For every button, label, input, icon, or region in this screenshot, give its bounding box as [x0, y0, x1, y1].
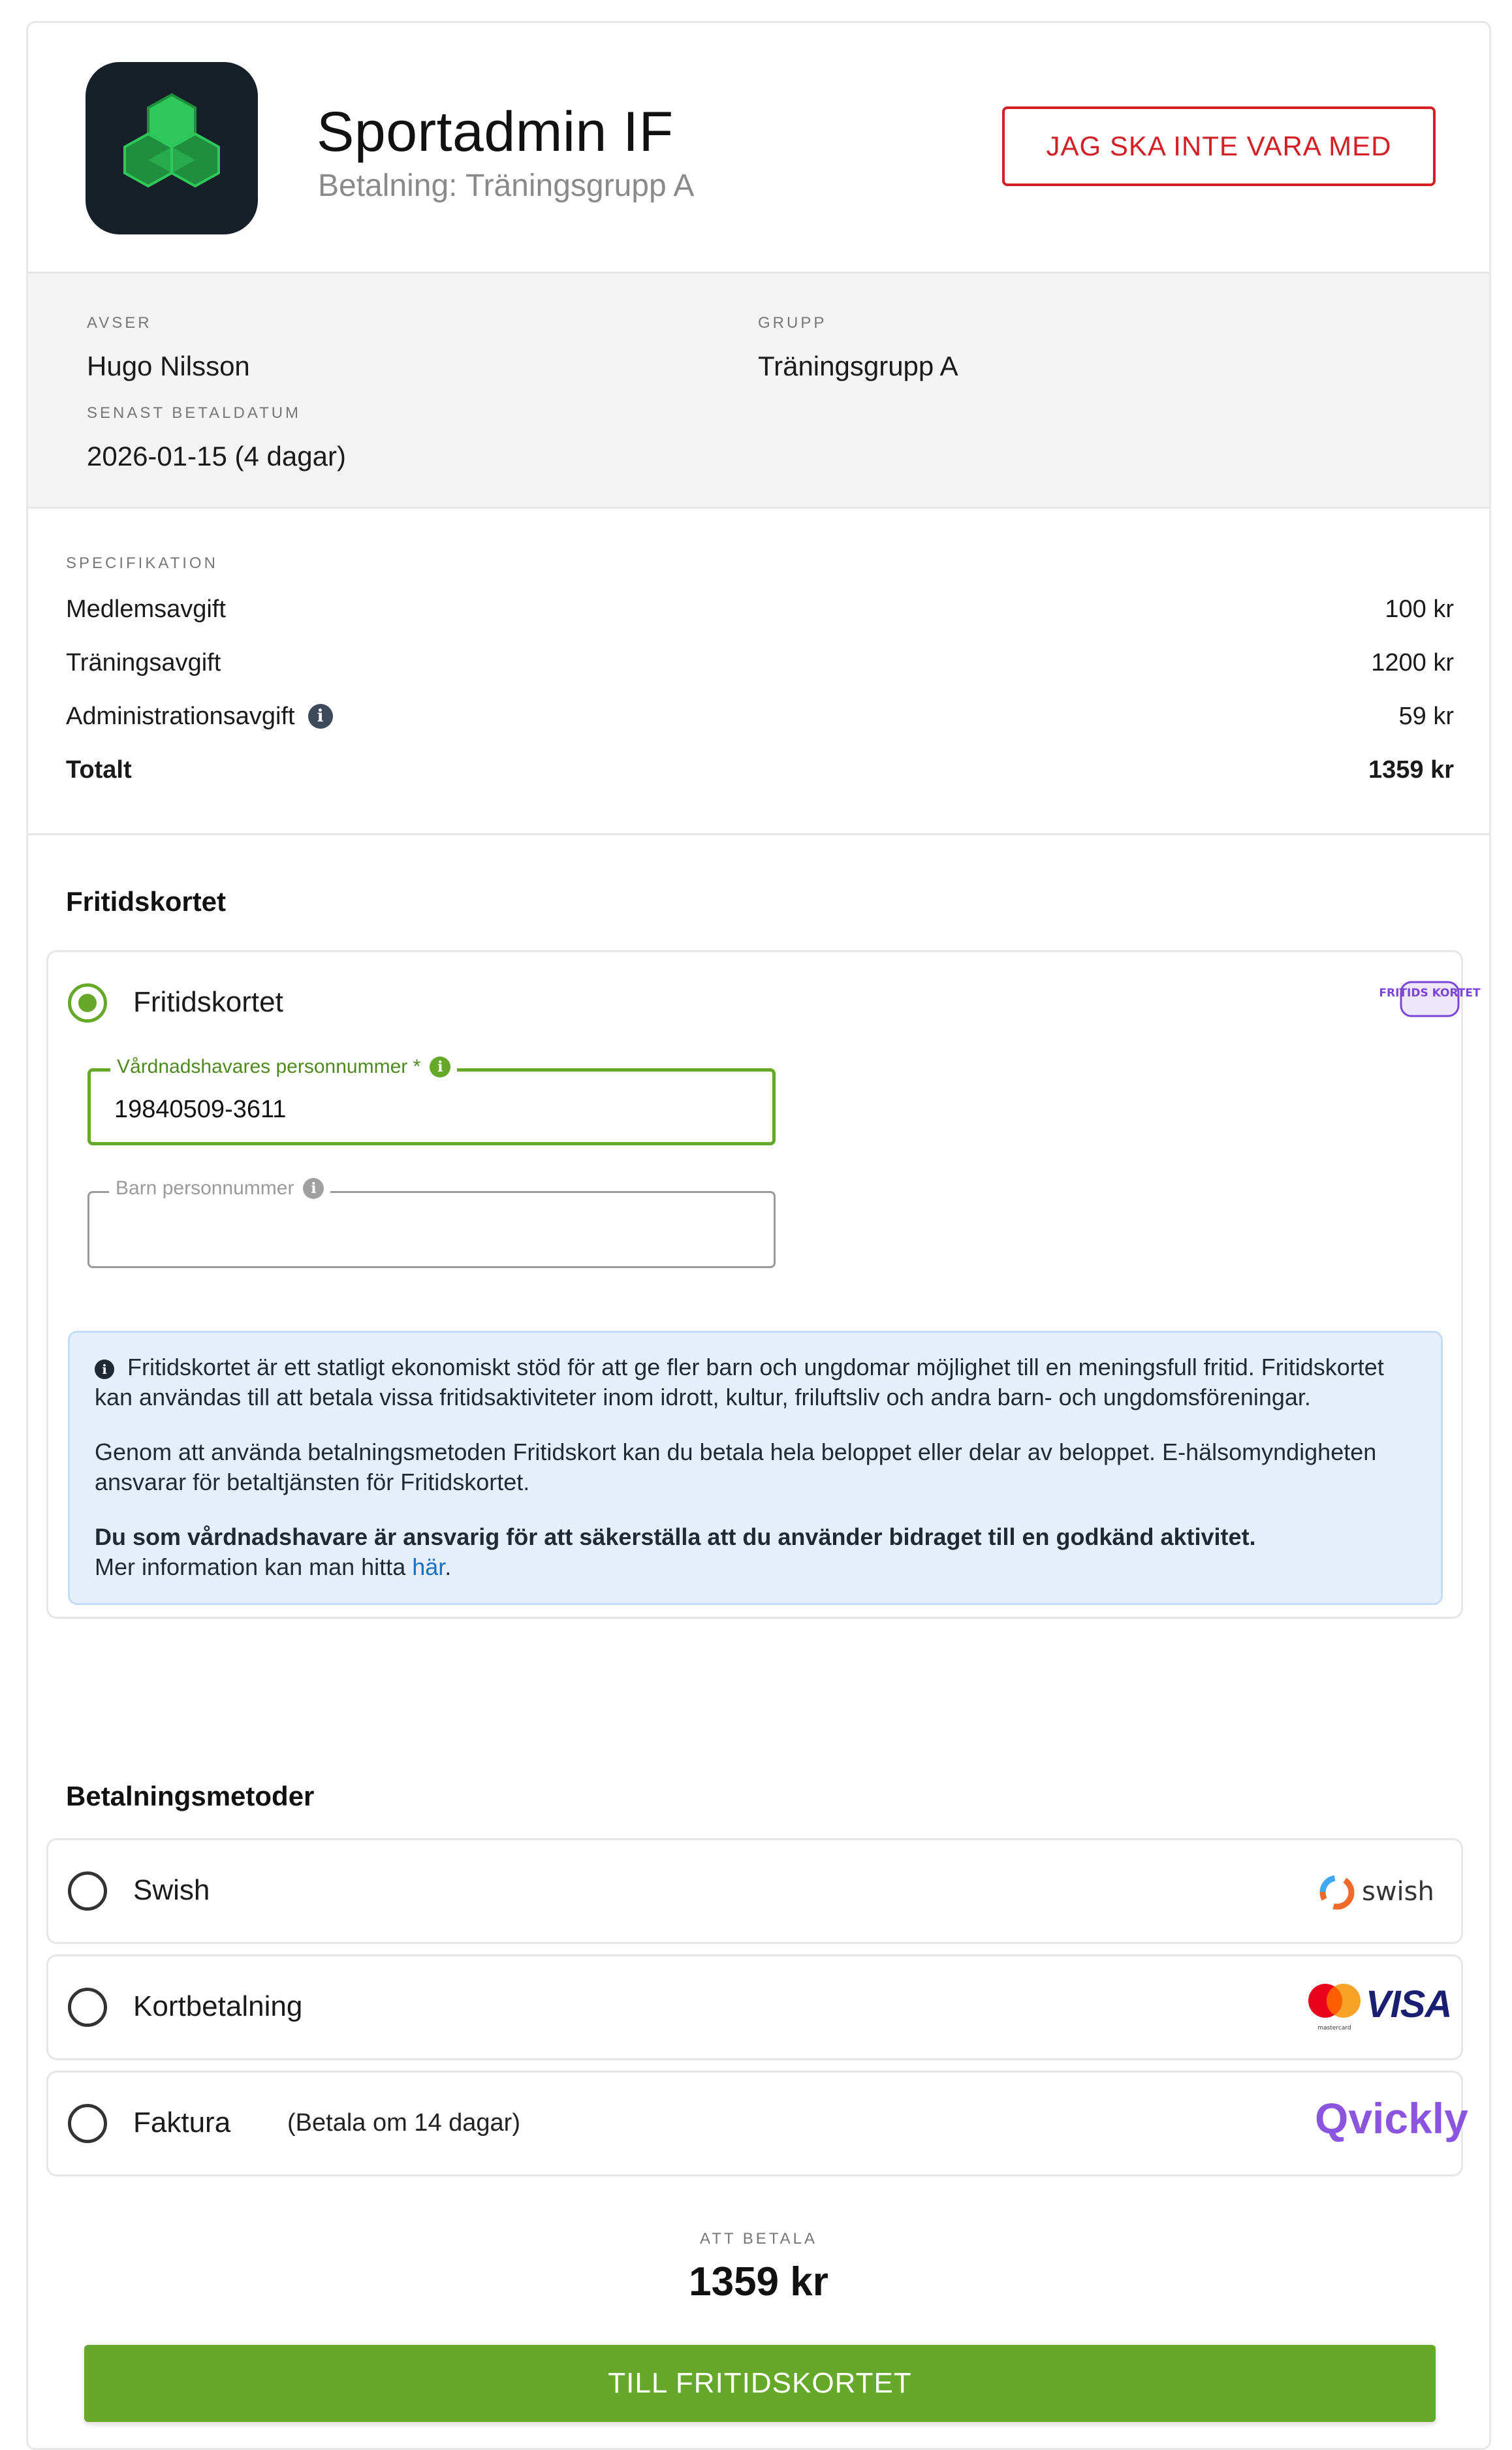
- fritidskortet-section-title: Fritidskortet: [66, 886, 227, 917]
- swish-radio[interactable]: [68, 1871, 107, 1911]
- payment-option-invoice[interactable]: [46, 2071, 1468, 2176]
- info-icon: i: [95, 1360, 114, 1379]
- deadline-value: 2026-01-15 (4 dagar): [87, 441, 346, 471]
- swish-logo-text: swish: [1362, 1877, 1434, 1907]
- payment-methods-title: Betalningsmetoder: [66, 1781, 315, 1811]
- fritidskortet-logo: [1379, 978, 1481, 1020]
- avser-label: AVSER: [87, 314, 152, 332]
- child-personnummer-field[interactable]: [87, 1177, 776, 1268]
- mastercard-icon: [1306, 1979, 1364, 2033]
- swish-logo: [1315, 1869, 1452, 1916]
- spec-total-amount: 1359 kr: [1368, 756, 1454, 784]
- to-fritidskortet-button[interactable]: TILL FRITIDSKORTET: [84, 2345, 1436, 2422]
- payment-option-swish[interactable]: [46, 1838, 1463, 1944]
- visa-logo: VISA: [1366, 1983, 1452, 2026]
- guardian-field-label: Vårdnadshavares personnummer *: [117, 1056, 421, 1077]
- spec-row-name: Medlemsavgift: [66, 595, 226, 623]
- card-radio[interactable]: [68, 1988, 107, 2027]
- avser-value: Hugo Nilsson: [87, 351, 250, 381]
- notice-paragraph: [95, 1522, 1416, 1582]
- invoice-note: (Betala om 14 dagar): [287, 2109, 520, 2137]
- fritidskortet-option: [46, 950, 1481, 1619]
- payment-card: [26, 21, 1491, 2450]
- fritidskortet-logo-top: FRITIDS KORTET: [1379, 987, 1481, 1000]
- spec-row-name: Administrationsavgift: [66, 702, 295, 730]
- amount-due-label: ATT BETALA: [699, 2230, 818, 2248]
- qvickly-logo: Qvickly: [1315, 2094, 1468, 2142]
- page-subtitle: Betalning: Träningsgrupp A: [318, 168, 695, 203]
- specification: [28, 509, 1489, 835]
- payment-details: [28, 274, 1489, 509]
- spec-row: [66, 697, 1454, 736]
- cubes-icon: [86, 62, 258, 234]
- info-icon[interactable]: i: [308, 704, 333, 729]
- club-logo: [86, 62, 258, 234]
- notice-bold-text: Du som vårdnadshavare är ansvarig för att säkerställa att du använder bidraget till en godkänd aktivitet.: [95, 1523, 1256, 1550]
- info-icon[interactable]: i: [303, 1178, 324, 1199]
- spec-row-name: Träningsavgift: [66, 648, 221, 676]
- deadline-label: SENAST BETALDATUM: [87, 404, 302, 422]
- grupp-value: Träningsgrupp A: [758, 351, 958, 381]
- spec-row: [66, 643, 1454, 682]
- guardian-personnummer-input[interactable]: [114, 1091, 741, 1128]
- grupp-label: GRUPP: [758, 314, 827, 332]
- spec-total-row: [66, 750, 1454, 789]
- child-field-legend: [109, 1177, 330, 1200]
- invoice-radio[interactable]: [68, 2104, 107, 2143]
- child-field-label: Barn personnummer: [116, 1177, 294, 1199]
- notice-paragraph: [95, 1352, 1416, 1412]
- fritidskortet-notice: [68, 1331, 1443, 1605]
- spec-row: [66, 590, 1454, 629]
- header: [28, 23, 1489, 274]
- child-personnummer-input[interactable]: [113, 1213, 740, 1249]
- payment-option-card[interactable]: [46, 1954, 1463, 2060]
- notice-end: .: [445, 1553, 452, 1580]
- swish-label: Swish: [133, 1874, 210, 1906]
- info-icon[interactable]: i: [430, 1057, 450, 1077]
- page-title: Sportadmin IF: [317, 101, 674, 163]
- fritidskortet-option-label: Fritidskortet: [133, 986, 283, 1018]
- spec-row-amount: 100 kr: [1385, 595, 1454, 623]
- notice-paragraph: Genom att använda betalningsmetoden Fritidskort kan du betala hela beloppet eller delar av beloppet. E-hälsomyndigheten ansvarar för betaltjänsten för Fritidskortet.: [95, 1439, 1377, 1495]
- notice-more-text: Mer information kan man hitta: [95, 1553, 413, 1580]
- fritidskortet-radio[interactable]: [68, 983, 107, 1023]
- notice-text-1: Fritidskortet är ett statligt ekonomiskt stöd för att ge fler barn och ungdomar möjlighet till en meningsfull fritid. Fritidskortet kan användas till att betala vissa fritidsaktiviteter inom idrott, kultur, friluftsliv och andra barn- och ungdomsföreningar.: [95, 1354, 1384, 1410]
- card-label: Kortbetalning: [133, 1990, 303, 2022]
- spec-row-amount: 59 kr: [1398, 702, 1454, 730]
- guardian-field-legend: [110, 1056, 457, 1078]
- more-info-link[interactable]: här: [412, 1553, 445, 1580]
- invoice-label: Faktura: [133, 2107, 231, 2139]
- guardian-personnummer-field[interactable]: [87, 1056, 776, 1145]
- amount-due-value: 1359 kr: [689, 2259, 828, 2304]
- mastercard-text: mastercard: [1317, 2025, 1351, 2031]
- spec-total-name: Totalt: [66, 756, 132, 784]
- opt-out-button[interactable]: JAG SKA INTE VARA MED: [1002, 106, 1436, 186]
- spec-row-amount: 1200 kr: [1371, 648, 1454, 676]
- specification-label: SPECIFIKATION: [66, 554, 218, 572]
